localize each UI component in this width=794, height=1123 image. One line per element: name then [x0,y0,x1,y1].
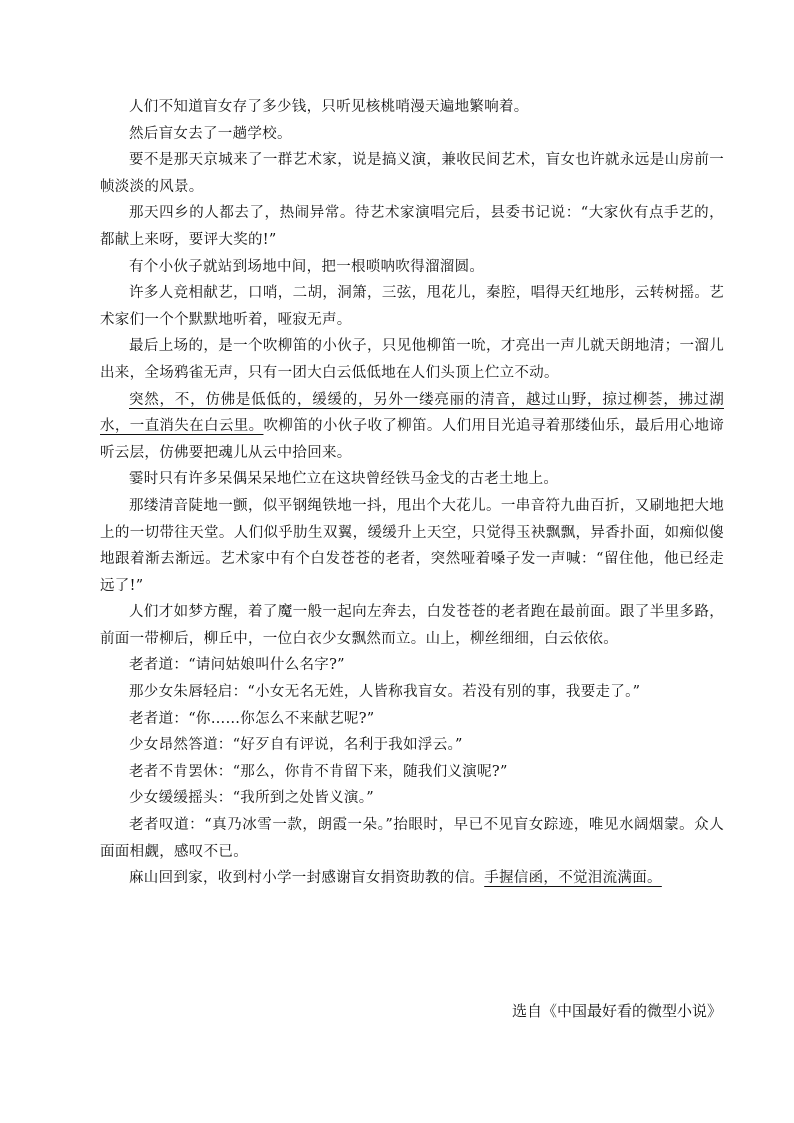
paragraph-1: 人们不知道盲女存了多少钱，只听见核桃哨漫天遍地繁响着。 [129,99,529,115]
paragraph-17: 少女缓缓摇头：“我所到之处皆义演。” [129,790,374,807]
paragraph-5: 有个小伙子就站到场地中间，把一根唢呐吹得溜溜圆。 [129,258,485,275]
paragraph-18: 老者叹道：“真乃冰雪一款，朗霞一朵。”抬眼时，早已不见盲女踪迹，唯见水阔烟蒙。众人面面相觑，感叹不已。 [100,817,724,860]
paragraph-14: 老者道：“你……你怎么不来献艺呢?” [129,710,375,727]
paragraph-2: 然后盲女去了一趟学校。 [129,125,292,142]
paragraph-4: 那天四乡的人都去了，热闹异常。待艺术家演唱完后，县委书记说：“大家伙有点手艺的，都献上来呀，要评大奖的!” [100,205,724,248]
paragraph-15: 少女昂然答道：“好歹自有评说，名利于我如浮云。” [129,737,463,754]
paragraph-11: 人们才如梦方醒，着了魔一般一起向左奔去，白发苍苍的老者跑在最前面。跟了半里多路，前面一带柳后，柳丘中，一位白衣少女飘然而立。山上，柳丝细细，白云依依。 [100,604,724,647]
paragraph-13: 那少女朱唇轻启：“小女无名无姓，人皆称我盲女。若没有别的事，我要走了。” [129,684,641,701]
paragraph-7: 最后上场的，是一个吹柳笛的小伙子，只见他柳笛一吮，才亮出一声儿就天朗地清；一溜儿出来，全场鸦雀无声，只有一团大白云低低地在人们头顶上伫立不动。 [100,338,724,381]
underlined-passage: 突然，不，仿佛是低低的，缓缓的，另外一缕亮丽的清音，越过山野，掠过柳荟，拂过湖水，一直消失在白云里。 [100,391,724,435]
paragraph-3: 要不是那天京城来了一群艺术家，说是搞义演，兼收民间艺术，盲女也许就永远是山房前一帧淡淡的风景。 [100,152,724,195]
paragraph-16: 老者不肯罢休：“那么，你肯不肯留下来，随我们义演呢?” [129,763,508,780]
paragraph-6: 许多人竞相献艺，口哨，二胡，洞箫，三弦，甩花儿，秦腔，唱得天红地彤，云转树摇。艺术家们一个个默默地听着，哑寂无声。 [100,285,724,328]
source-citation: 选自《中国最好看的微型小说》 [511,1002,722,1020]
paragraph-19: 麻山回到家，收到村小学一封感谢盲女捐资助教的信。手握信函，不觉泪流满面。 [129,870,662,887]
paragraph-12: 老者道：“请问姑娘叫什么名字?” [129,657,345,674]
underlined-ending: 手握信函，不觉泪流满面。 [484,870,662,887]
story-text [100,94,724,892]
paragraph-8: 突然，不，仿佛是低低的，缓缓的，另外一缕亮丽的清音，越过山野，掠过柳荟，拂过湖水，一直消失在白云里。吹柳笛的小伙子收了柳笛。人们用目光追寻着那缕仙乐，最后用心地谛听云层，仿佛要把魂儿从云中拾回来。 [100,391,724,461]
paragraph-10: 那缕清音陡地一颤，似平钢绳铁地一抖，甩出个大花儿。一串音符九曲百折，又刷地把大地上的一切带往天堂。人们似乎肋生双翼，缓缓升上天空，只觉得玉袂飘飘，异香扑面，如痴似傻地跟着渐去渐远。艺术家中有个白发苍苍的老者，突然哑着嗓子发一声喊：“留住他，他已经走远了!” [100,497,724,594]
paragraph-9: 霎时只有许多呆偶呆呆地伫立在这块曾经铁马金戈的古老土地上。 [129,471,559,488]
